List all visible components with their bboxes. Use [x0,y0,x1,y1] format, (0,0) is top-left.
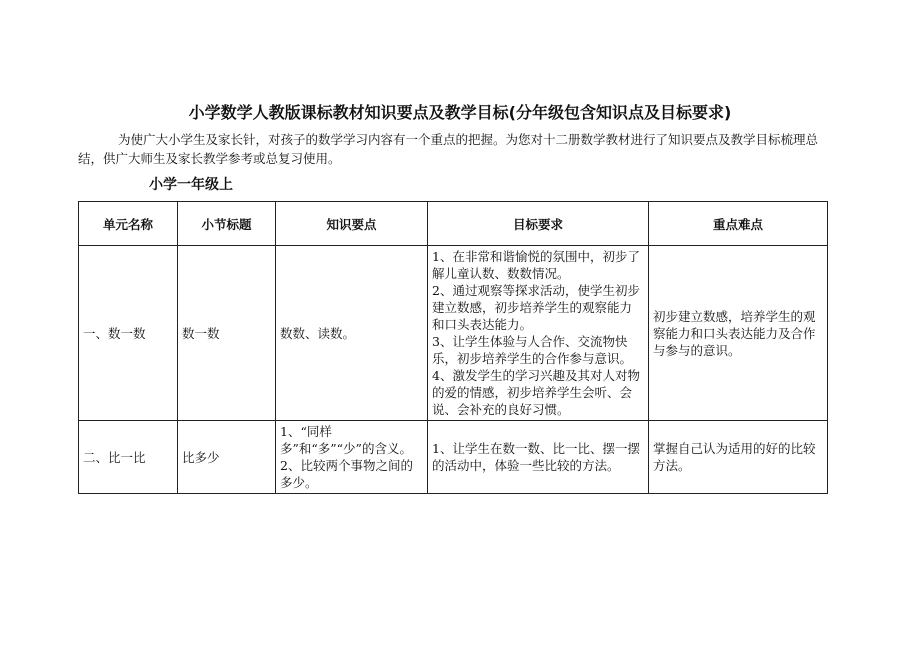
goal-item: 3、让学生体验与人合作、交流物快乐，初步培养学生的合作参与意识。 [432,334,633,366]
key-points-cell: 初步建立数感，培养学生的观察能力和口头表达能力及合作与参与的意识。 [649,246,828,421]
header-key-points: 重点难点 [649,202,828,246]
goal-item: 4、激发学生的学习兴趣及其对人对物的爱的情感，初步培养学生会听、会说、会补充的良好习惯。 [432,368,640,417]
goal-item: 2、通过观察等探求活动，使学生初步建立数感，初步培养学生的观察能力和口头表达能力。 [432,283,640,332]
grade-heading: 小学一年级上 [149,177,233,193]
table-row [79,246,828,421]
unit-name-cell: 一、数一数 [79,246,178,421]
knowledge-cell [276,421,428,494]
knowledge-item: 数数、读数。 [280,325,356,341]
header-goals: 目标要求 [428,202,649,246]
goals-cell [428,246,649,421]
goal-item: 1、在非常和谐愉悦的氛围中，初步了解儿童认数、数数情况。 [432,249,640,281]
header-section-title: 小节标题 [178,202,276,246]
intro-paragraph: 为使广大小学生及家长针，对孩子的数学学习内容有一个重点的把握。为您对十二册数学教材进行了知识要点及教学目标梳理总结，供广大师生及家长教学参考或总复习使用。 [78,132,819,166]
header-knowledge-points: 知识要点 [276,202,428,246]
table-row [79,421,828,494]
goals-cell [428,421,649,494]
knowledge-cell [276,246,428,421]
table-header-row [79,202,828,246]
key-points-cell: 掌握自己认为适用的好的比较方法。 [649,421,828,494]
knowledge-item: 1、“同样多”和“多”“少”的含义。 [280,424,412,456]
section-title-cell: 比多少 [178,421,276,494]
section-title-cell: 数一数 [178,246,276,421]
curriculum-table [78,201,828,494]
header-unit-name: 单元名称 [79,202,178,246]
knowledge-item: 2、比较两个事物之间的多少。 [280,458,413,490]
goal-item: 1、让学生在数一数、比一比、摆一摆的活动中，体验一些比较的方法。 [432,441,640,473]
document-title: 小学数学人教版课标教材知识要点及教学目标(分年级包含知识点及目标要求) [188,103,732,122]
unit-name-cell: 二、比一比 [79,421,178,494]
